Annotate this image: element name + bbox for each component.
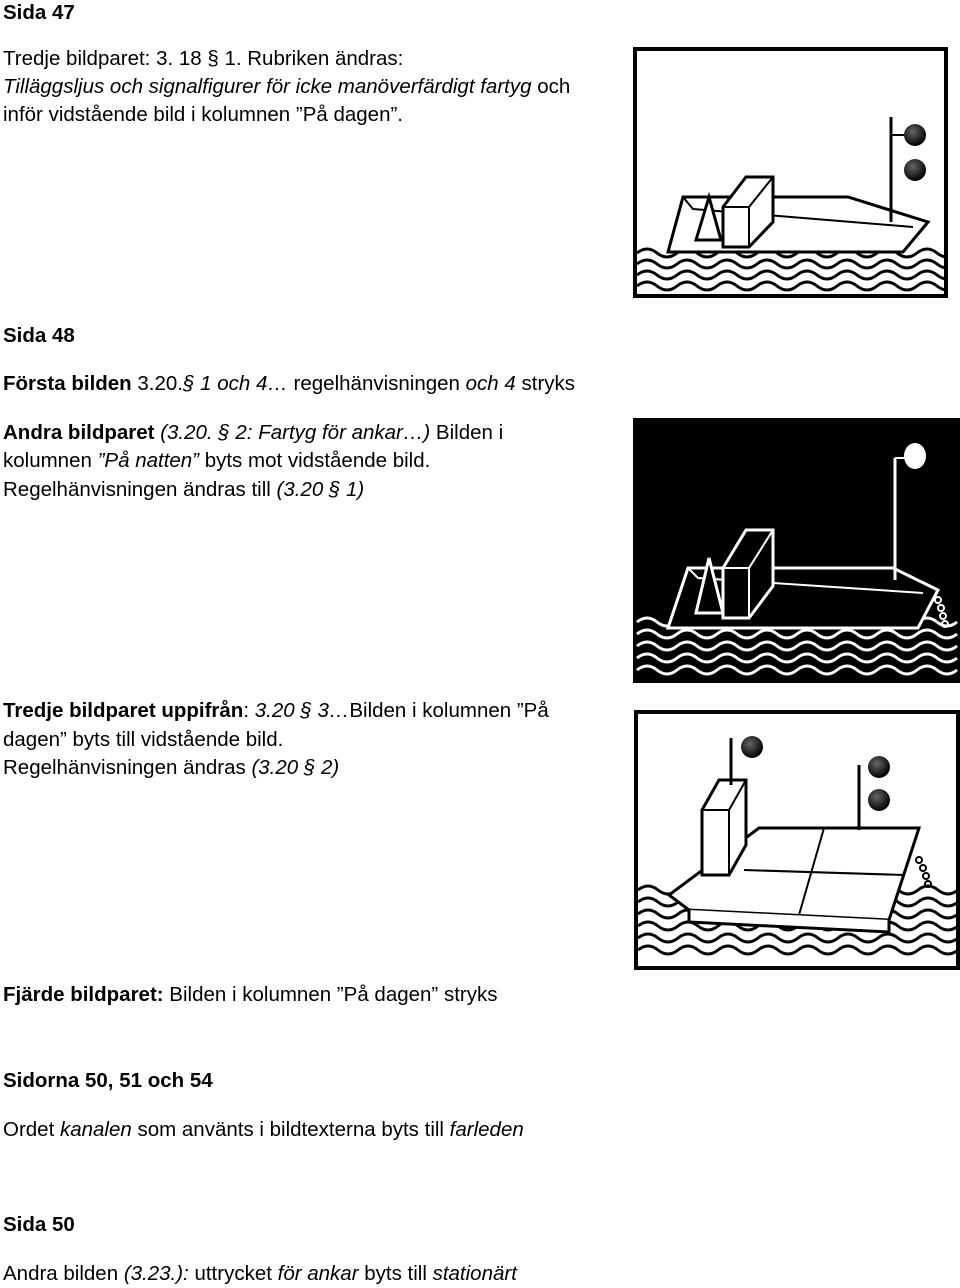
s48-p3-label: Tredje bildparet uppifrån (3, 699, 244, 722)
ship-with-two-balls-icon (633, 47, 948, 298)
ship-with-anchor-light-icon (633, 418, 960, 683)
heading-sidorna: Sidorna 50, 51 och 54 (3, 1069, 213, 1092)
s48-p1-ref-italic: § 1 och 4… (183, 372, 288, 395)
s50-a: Andra bilden (3, 1262, 124, 1285)
sidorna-line1 (3, 1116, 524, 1144)
s48-p2-ref: (3.20. § 2: Fartyg för ankar…) (160, 421, 431, 444)
s47-line3: inför vidstående bild i kolumnen ”På dagen”. (3, 103, 403, 126)
s47-line1: Tredje bildparet: 3. 18 § 1. Rubriken ändras: (3, 47, 404, 70)
s48-p2-text: Bilden i (430, 421, 504, 444)
heading-sida-47: Sida 47 (3, 1, 75, 24)
s48-p1-text: regelhänvisningen (287, 372, 466, 395)
sidorna-kanalen: kanalen (59, 1118, 132, 1141)
sidorna-c: som använts i bildtexterna byts till (131, 1118, 450, 1141)
s48-p2l3-b: (3.20 § 1) (276, 478, 365, 501)
s50-c: uttrycket (188, 1262, 278, 1285)
sidorna-a: Ordet (3, 1118, 60, 1141)
s48-p3-line3 (3, 754, 339, 782)
s47-line2-och: och (531, 75, 571, 98)
s48-p4-label: Fjärde bildparet: (3, 983, 164, 1006)
s48-p1-ref: 3.20. (137, 372, 184, 395)
s48-p2l2-c: byts mot vidstående bild. (199, 449, 431, 472)
s50-d: för ankar (277, 1262, 359, 1285)
s48-p2-line3 (3, 476, 364, 504)
s50-line1 (3, 1260, 517, 1288)
s48-p3-ref: 3.20 § 3… (254, 699, 350, 722)
s50-e: byts till (358, 1262, 433, 1285)
s48-p2l3-a: Regelhänvisningen ändras till (3, 478, 277, 501)
s48-p3l3-b: (3.20 § 2) (251, 756, 340, 779)
heading-sida-48: Sida 48 (3, 324, 75, 347)
s48-p3-colon: : (243, 699, 255, 722)
s48-p2-label: Andra bildparet (3, 421, 161, 444)
s48-p3l3-a: Regelhänvisningen ändras (3, 756, 252, 779)
s48-p2l2-b: ”På natten” (97, 449, 200, 472)
heading-sida-50: Sida 50 (3, 1213, 75, 1236)
s47-line2 (3, 73, 570, 101)
s48-p1 (3, 370, 575, 398)
s48-p4-text: Bilden i kolumnen ”På dagen” stryks (163, 983, 498, 1006)
sidorna-farleden: farleden (449, 1118, 524, 1141)
s47-line2-title: Tilläggsljus och signalfigurer för icke manöverfärdigt fartyg (3, 75, 532, 98)
s50-b: (3.23.): (123, 1262, 189, 1285)
s48-p3-line2: dagen” byts till vidstående bild. (3, 728, 284, 751)
s48-p1-och4: och 4 (465, 372, 516, 395)
s48-p4 (3, 981, 497, 1009)
s50-f: stationärt (432, 1262, 517, 1285)
s48-p2-line2 (3, 447, 430, 475)
s48-p1-label: Första bilden (3, 372, 138, 395)
s48-p3-text: Bilden i kolumnen ”På (349, 699, 549, 722)
s48-p2 (3, 419, 503, 447)
s48-p2l2-a: kolumnen (3, 449, 98, 472)
s48-p3 (3, 697, 549, 725)
barge-with-balls-icon (634, 710, 960, 970)
s48-p1-stryks: stryks (515, 372, 576, 395)
